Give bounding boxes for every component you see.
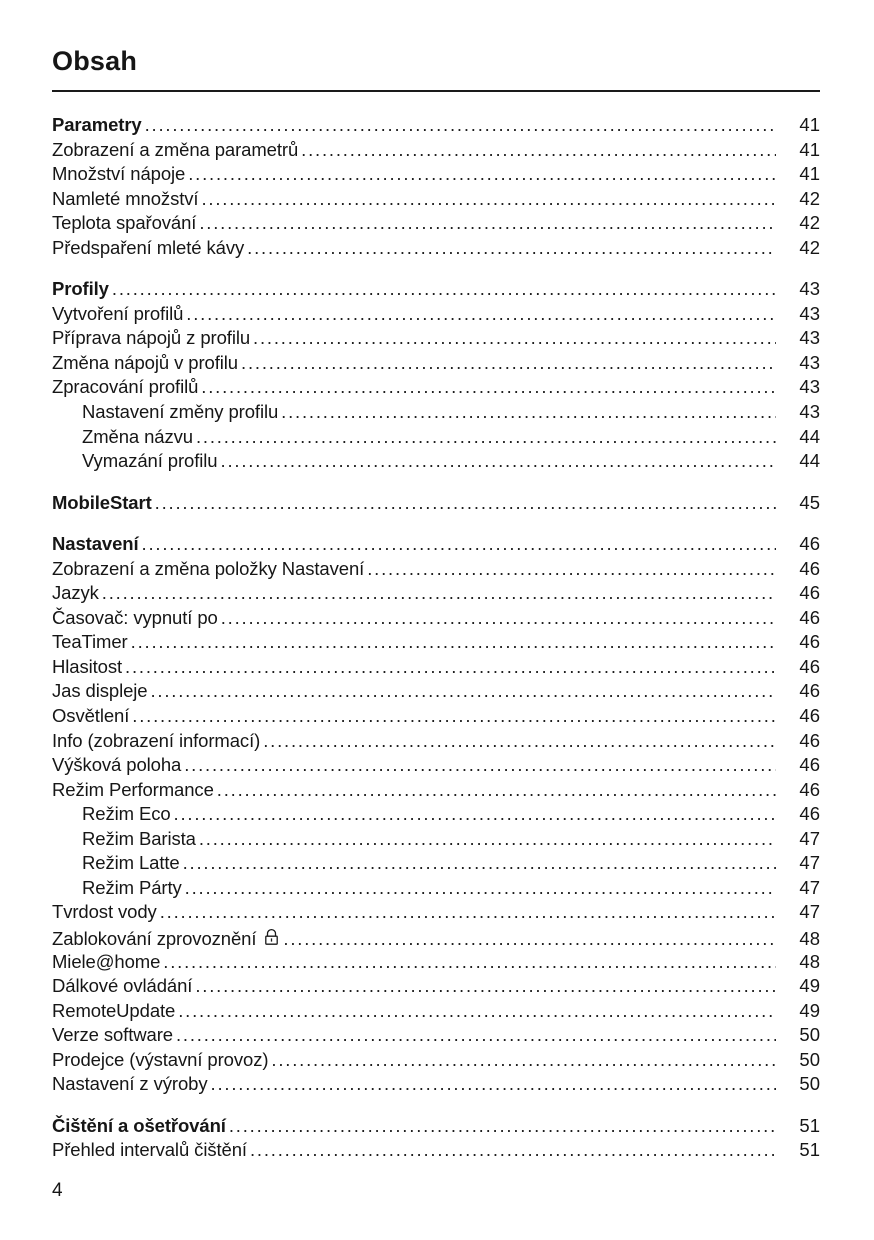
- toc-entry: [52, 1049, 820, 1074]
- toc-entry-label: Vymazání profilu: [82, 450, 218, 472]
- page-title: Obsah: [52, 46, 138, 76]
- toc-entry-page: 47: [799, 876, 820, 898]
- dot-leader: [112, 278, 776, 300]
- toc-entry: [52, 401, 820, 426]
- toc-entry-label: Změna nápojů v profilu: [52, 351, 238, 373]
- toc-entry-label: Vytvoření profilů: [52, 302, 184, 324]
- toc-entry: [52, 705, 820, 730]
- toc-entry-label: Přehled intervalů čištění: [52, 1139, 247, 1161]
- dot-leader: [301, 139, 776, 161]
- toc-entry-page: 46: [799, 705, 820, 727]
- toc-entry-page: 44: [799, 450, 820, 472]
- toc-entry-label: Zobrazení a změna položky Nastavení: [52, 557, 365, 579]
- toc-entry: [52, 582, 820, 607]
- dot-leader: [196, 426, 776, 448]
- dot-leader: [201, 376, 776, 398]
- toc-entry: [52, 139, 820, 164]
- dot-leader: [229, 1115, 776, 1137]
- toc-entry-label: Namleté množství: [52, 187, 199, 209]
- toc-entry-page: 46: [799, 606, 820, 628]
- dot-leader: [201, 188, 776, 210]
- toc-entry-page: 44: [799, 425, 820, 447]
- toc-entry-label: RemoteUpdate: [52, 999, 176, 1021]
- toc-entry-page: 46: [799, 655, 820, 677]
- footer-page-number: 4: [52, 1180, 63, 1201]
- dot-leader: [178, 1000, 776, 1022]
- dot-leader: [150, 680, 776, 702]
- toc-entry-label: Předspaření mleté kávy: [52, 236, 245, 258]
- toc-entry-label: Osvětlení: [52, 705, 130, 727]
- toc-entry: [52, 212, 820, 237]
- toc-entry-page: 46: [799, 680, 820, 702]
- toc-entry-label: Režim Performance: [52, 778, 214, 800]
- toc-entry: [52, 163, 820, 188]
- toc-entry: [52, 1024, 820, 1049]
- dot-leader: [174, 803, 776, 825]
- toc-entry-label: Zobrazení a změna parametrů: [52, 138, 299, 160]
- dot-leader: [163, 951, 776, 973]
- toc-entry-label: Zpracování profilů: [52, 376, 199, 398]
- toc-entry-page: 50: [799, 1024, 820, 1046]
- toc-entry: [52, 558, 820, 583]
- toc-entry-page: 41: [799, 163, 820, 185]
- toc-section: [52, 114, 820, 261]
- dot-leader: [176, 1024, 776, 1046]
- toc-entry: [52, 877, 820, 902]
- dot-leader: [145, 114, 776, 136]
- toc-entry-label: Nastavení změny profilu: [82, 401, 279, 423]
- toc-entry-page: 45: [799, 491, 820, 513]
- toc-entry-page: 50: [799, 1073, 820, 1095]
- toc-entry: [52, 926, 820, 951]
- toc-entry: [52, 450, 820, 475]
- dot-leader: [132, 705, 776, 727]
- dot-leader: [184, 754, 776, 776]
- toc-entry-page: 43: [799, 302, 820, 324]
- dot-leader: [217, 779, 776, 801]
- toc-entry-label: Tvrdost vody: [52, 901, 157, 923]
- toc-section: [52, 533, 820, 1098]
- toc-entry-label: MobileStart: [52, 491, 152, 513]
- toc-entry-page: 43: [799, 401, 820, 423]
- toc-entry: [52, 278, 820, 303]
- toc-entry-page: 51: [799, 1114, 820, 1136]
- dot-leader: [199, 828, 776, 850]
- toc-entry: [52, 631, 820, 656]
- dot-leader: [195, 975, 776, 997]
- dot-leader: [188, 163, 776, 185]
- toc-section: [52, 1115, 820, 1164]
- dot-leader: [160, 901, 776, 923]
- dot-leader: [142, 533, 776, 555]
- toc-entry-label: Výšková poloha: [52, 754, 182, 776]
- toc-entry-page: 46: [799, 557, 820, 579]
- dot-leader: [367, 558, 776, 580]
- dot-leader: [271, 1049, 776, 1071]
- toc-entry: [52, 114, 820, 139]
- dot-leader: [183, 852, 776, 874]
- toc-entry-label: Dálkové ovládání: [52, 975, 193, 997]
- toc-entry: [52, 754, 820, 779]
- toc-section: [52, 278, 820, 474]
- toc-entry: [52, 975, 820, 1000]
- toc-entry-label: Režim Párty: [82, 876, 182, 898]
- toc-entry-page: 46: [799, 778, 820, 800]
- toc-entry: [52, 376, 820, 401]
- toc-entry-page: 46: [799, 803, 820, 825]
- toc-entry: [52, 730, 820, 755]
- dot-leader: [241, 352, 776, 374]
- toc-entry-page: 47: [799, 827, 820, 849]
- toc-entry-label: Množství nápoje: [52, 163, 186, 185]
- toc-entry-page: 46: [799, 582, 820, 604]
- dot-leader: [186, 303, 776, 325]
- toc-entry-page: 41: [799, 138, 820, 160]
- toc-entry-page: 46: [799, 729, 820, 751]
- toc-entry-page: 49: [799, 999, 820, 1021]
- toc-entry: [52, 1115, 820, 1140]
- toc-entry-label: Příprava nápojů z profilu: [52, 327, 251, 349]
- dot-leader: [250, 1139, 776, 1161]
- toc-entry: [52, 188, 820, 213]
- toc-entry-label: Parametry: [52, 114, 142, 135]
- toc-entry-label: Miele@home: [52, 950, 161, 972]
- toc-entry: [52, 803, 820, 828]
- dot-leader: [281, 401, 776, 423]
- dot-leader: [155, 492, 776, 514]
- toc-entry-page: 46: [799, 754, 820, 776]
- toc-section: [52, 492, 820, 517]
- title-divider: [52, 90, 820, 92]
- table-of-contents: [52, 114, 820, 1164]
- dot-leader: [247, 237, 776, 259]
- toc-entry: [52, 1073, 820, 1098]
- toc-entry-label: Prodejce (výstavní provoz): [52, 1048, 269, 1070]
- dot-leader: [211, 1073, 776, 1095]
- toc-entry-page: 42: [799, 187, 820, 209]
- toc-entry-page: 48: [799, 950, 820, 972]
- toc-entry: [52, 426, 820, 451]
- toc-entry-page: 49: [799, 975, 820, 997]
- toc-entry-page: 43: [799, 327, 820, 349]
- toc-entry-label: Info (zobrazení informací): [52, 729, 261, 751]
- dot-leader: [221, 607, 776, 629]
- toc-entry-label: Hlasitost: [52, 655, 123, 677]
- toc-entry: [52, 237, 820, 262]
- toc-entry-page: 47: [799, 901, 820, 923]
- toc-entry: [52, 327, 820, 352]
- dot-leader: [185, 877, 776, 899]
- toc-entry-page: 51: [799, 1139, 820, 1161]
- dot-leader: [199, 212, 776, 234]
- toc-entry: [52, 303, 820, 328]
- dot-leader: [125, 656, 776, 678]
- toc-entry-page: 46: [799, 631, 820, 653]
- toc-entry-label: Zablokování zprovoznění: [52, 927, 257, 949]
- toc-entry: [52, 680, 820, 705]
- dot-leader: [131, 631, 776, 653]
- toc-entry-label: Jas displeje: [52, 680, 148, 702]
- toc-entry-label: Režim Barista: [82, 827, 196, 849]
- toc-entry-label: Jazyk: [52, 582, 99, 604]
- toc-entry: [52, 492, 820, 517]
- dot-leader: [283, 928, 776, 950]
- toc-entry-page: 42: [799, 212, 820, 234]
- toc-entry: [52, 951, 820, 976]
- toc-entry: [52, 533, 820, 558]
- toc-entry: [52, 828, 820, 853]
- dot-leader: [253, 327, 776, 349]
- toc-entry-label: Nastavení: [52, 533, 139, 555]
- toc-entry: [52, 901, 820, 926]
- toc-entry: [52, 607, 820, 632]
- toc-entry-page: 43: [799, 278, 820, 300]
- toc-entry-label: TeaTimer: [52, 631, 128, 653]
- toc-entry: [52, 1000, 820, 1025]
- toc-entry-label: Verze software: [52, 1024, 173, 1046]
- lock-icon: [263, 928, 280, 952]
- toc-entry: [52, 1139, 820, 1164]
- toc-entry-label: Čištění a ošetřování: [52, 1114, 226, 1136]
- toc-entry-label: Nastavení z výroby: [52, 1073, 208, 1095]
- toc-entry-page: 50: [799, 1048, 820, 1070]
- toc-entry-page: 43: [799, 351, 820, 373]
- dot-leader: [263, 730, 776, 752]
- toc-entry-page: 47: [799, 852, 820, 874]
- toc-entry: [52, 656, 820, 681]
- toc-entry-page: 42: [799, 236, 820, 258]
- toc-entry-label: Změna názvu: [82, 425, 193, 447]
- toc-entry-page: 43: [799, 376, 820, 398]
- dot-leader: [221, 450, 777, 472]
- dot-leader: [102, 582, 776, 604]
- toc-entry-label: Teplota spařování: [52, 212, 197, 234]
- toc-entry: [52, 852, 820, 877]
- toc-entry-page: 46: [799, 533, 820, 555]
- toc-entry-label: Časovač: vypnutí po: [52, 606, 218, 628]
- toc-entry-label: Profily: [52, 278, 109, 300]
- toc-entry-label: Režim Latte: [82, 852, 180, 874]
- toc-entry-page: 41: [799, 114, 820, 135]
- toc-entry: [52, 352, 820, 377]
- toc-entry-page: 48: [799, 927, 820, 949]
- toc-entry-label: Režim Eco: [82, 803, 171, 825]
- toc-entry: [52, 779, 820, 804]
